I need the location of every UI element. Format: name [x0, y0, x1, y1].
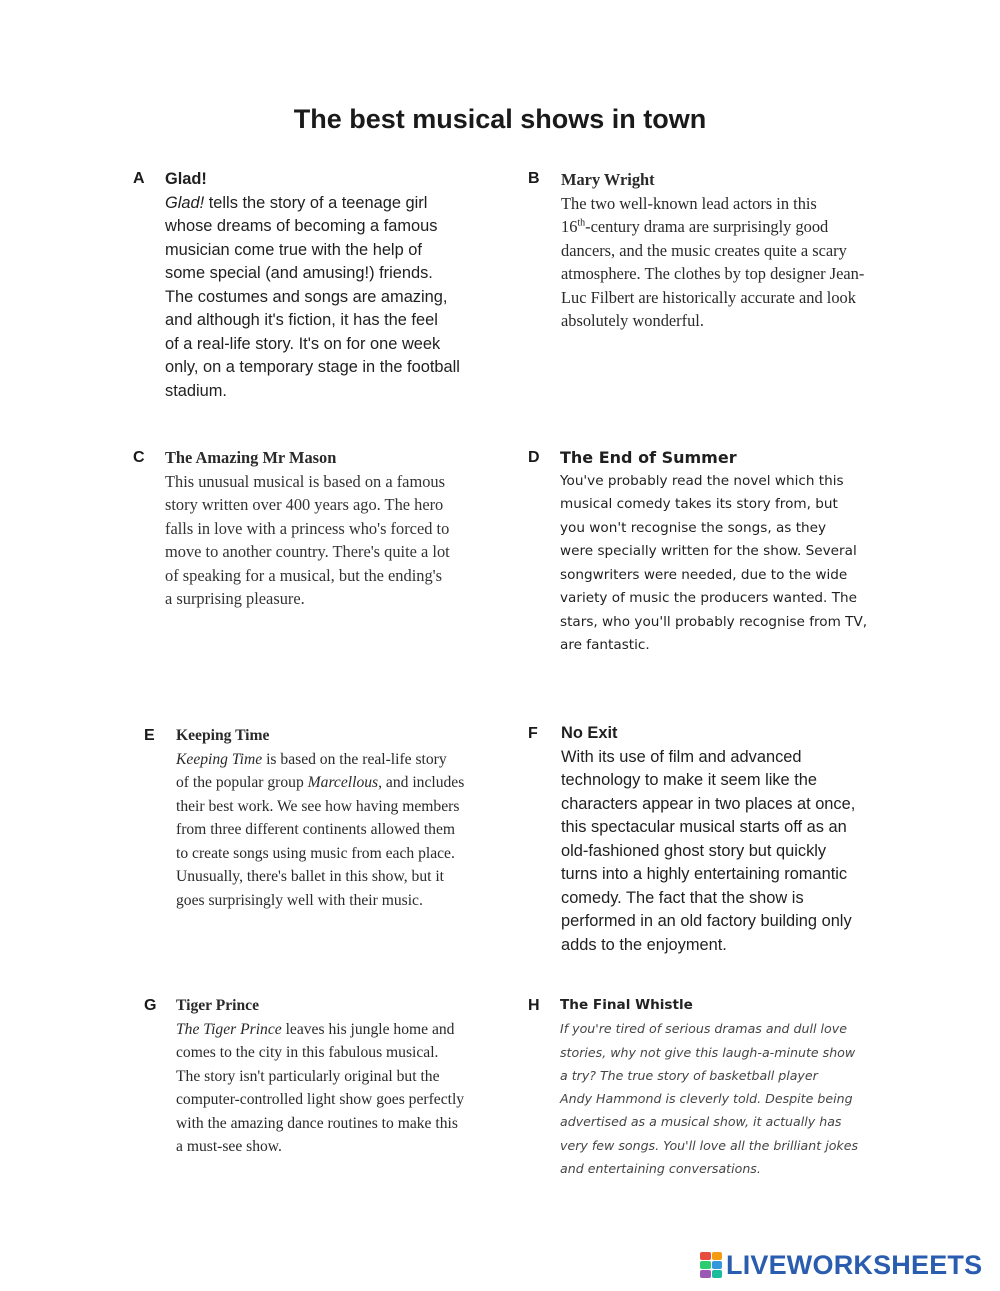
- entry-e-line: their best work. We see how having members: [176, 797, 460, 815]
- entry-f-heading: No Exit: [561, 724, 618, 742]
- entry-letter-f: F: [528, 725, 538, 742]
- entry-a-line: tells the story of a teenage girl: [204, 193, 428, 212]
- entry-d-line: are fantastic.: [560, 637, 650, 653]
- entry-h-line: a try? The true story of basketball player: [560, 1067, 818, 1083]
- entry-f: [561, 722, 906, 957]
- entry-a-line: The costumes and songs are amazing,: [165, 287, 448, 306]
- entry-d-line: You've probably read the novel which this: [560, 472, 844, 489]
- entry-c: [165, 446, 525, 611]
- entry-c-heading: The Amazing Mr Mason: [165, 448, 337, 467]
- entry-b-line: 16: [561, 217, 578, 236]
- entry-d: [560, 446, 905, 658]
- entry-a: [165, 168, 515, 403]
- entry-b-body: [561, 192, 906, 333]
- logo-block: [700, 1261, 711, 1269]
- entry-f-line: this spectacular musical starts off as an: [561, 818, 847, 836]
- entry-f-line: turns into a highly entertaining romantic: [561, 865, 848, 883]
- entry-letter-e: E: [144, 727, 155, 744]
- entry-c-line: This unusual musical is based on a famous: [165, 471, 445, 491]
- entry-d-heading: The End of Summer: [560, 448, 737, 467]
- entry-e-line: of the popular group: [176, 774, 308, 791]
- entry-g-line: The story isn't particularly original but the: [176, 1067, 440, 1085]
- entry-e: [176, 724, 521, 912]
- entry-g: [176, 994, 521, 1159]
- entry-a-line: of a real-life story. It's on for one week: [165, 334, 441, 353]
- entry-d-line: musical comedy takes its story from, but: [560, 496, 838, 512]
- entry-d-body: [560, 470, 905, 658]
- entry-letter-a: A: [133, 170, 145, 187]
- entry-f-line: old-fashioned ghost story but quickly: [561, 841, 827, 860]
- entry-e-line: from three different continents allowed them: [176, 821, 456, 838]
- liveworksheets-logo[interactable]: [700, 1250, 982, 1280]
- entry-e-group-italic: Marcellous: [307, 774, 379, 791]
- entry-f-body: [561, 746, 906, 958]
- entry-b-line: atmosphere. The clothes by top designer Jean-: [561, 264, 865, 283]
- entry-e-line: Unusually, there's ballet in this show, but it: [176, 868, 445, 885]
- entry-g-line: a must-see show.: [176, 1138, 282, 1155]
- entry-b-line: -century drama are surprisingly good: [585, 217, 829, 236]
- logo-block: [712, 1261, 723, 1269]
- entry-a-line: musician come true with the help of: [165, 240, 422, 259]
- entry-h-body: [560, 1017, 905, 1180]
- entry-e-heading: Keeping Time: [176, 727, 270, 744]
- entry-c-line: of speaking for a musical, but the ending's: [165, 565, 442, 585]
- entry-e-line: is based on the real-life story: [262, 750, 447, 768]
- entry-e-line: to create songs using music from each place.: [176, 844, 455, 862]
- entry-b-superscript: th: [577, 217, 586, 229]
- entry-a-title-italic: Glad!: [165, 193, 205, 212]
- entry-h-line: advertised as a musical show, it actually has: [560, 1114, 842, 1130]
- entry-d-line: variety of music the producers wanted. The: [560, 590, 857, 606]
- entry-d-line: you won't recognise the songs, as they: [560, 519, 827, 536]
- entry-letter-g: G: [144, 997, 157, 1014]
- entry-h-line: very few songs. You'll love all the brilliant jokes: [560, 1137, 859, 1153]
- entry-d-line: were specially written for the show. Several: [560, 543, 857, 559]
- entry-h-line: If you're tired of serious dramas and dull love: [560, 1021, 847, 1037]
- entry-h: [560, 994, 905, 1180]
- entry-b-line: absolutely wonderful.: [561, 311, 704, 330]
- logo-block: [700, 1252, 711, 1260]
- entry-f-line: characters appear in two places at once,: [561, 794, 856, 813]
- logo-block: [712, 1252, 723, 1260]
- entry-f-line: comedy. The fact that the show is: [561, 888, 804, 907]
- entry-a-line: some special (and amusing!) friends.: [165, 264, 433, 282]
- entry-a-heading: Glad!: [165, 170, 207, 188]
- entry-b-line: Luc Filbert are historically accurate and look: [561, 287, 856, 307]
- entry-letter-b: B: [528, 170, 540, 187]
- entry-f-line: technology to make it seem like the: [561, 771, 818, 789]
- entry-letter-c: C: [133, 449, 145, 466]
- entry-f-line: With its use of film and advanced: [561, 747, 802, 766]
- entry-c-line: a surprising pleasure.: [165, 589, 305, 608]
- entry-g-line: comes to the city in this fabulous musical.: [176, 1044, 439, 1061]
- entry-e-title-italic: Keeping Time: [176, 750, 263, 768]
- entry-a-body: [165, 192, 515, 404]
- entry-c-line: move to another country. There's quite a lot: [165, 542, 450, 561]
- entry-h-line: stories, why not give this laugh-a-minute show: [560, 1044, 856, 1060]
- entry-letter-d: D: [528, 449, 540, 466]
- entry-a-line: only, on a temporary stage in the football: [165, 358, 460, 376]
- entry-c-line: story written over 400 years ago. The hero: [165, 495, 444, 514]
- entry-b-line: dancers, and the music creates quite a scary: [561, 240, 847, 260]
- entry-f-line: performed in an old factory building only: [561, 912, 852, 930]
- entry-g-heading: Tiger Prince: [176, 997, 260, 1014]
- entry-h-line: Andy Hammond is cleverly told. Despite being: [560, 1091, 853, 1107]
- entry-e-line: goes surprisingly well with their music.: [176, 891, 423, 909]
- entry-b-line: The two well-known lead actors in this: [561, 193, 817, 213]
- entry-g-line: leaves his jungle home and: [281, 1020, 455, 1038]
- entry-a-line: whose dreams of becoming a famous: [165, 217, 438, 235]
- entry-a-line: and although it's fiction, it has the feel: [165, 311, 438, 329]
- entry-d-line: songwriters were needed, due to the wide: [560, 566, 848, 583]
- logo-block: [700, 1270, 711, 1278]
- entry-b: [561, 168, 906, 333]
- entry-b-heading: Mary Wright: [561, 170, 655, 189]
- page-title: The best musical shows in town: [293, 104, 707, 134]
- liveworksheets-logo-icon: [700, 1252, 722, 1278]
- logo-block: [712, 1270, 723, 1278]
- entry-g-line: computer-controlled light show goes perfectly: [176, 1091, 465, 1108]
- entry-a-line: stadium.: [165, 381, 227, 400]
- entry-h-line: and entertaining conversations.: [560, 1161, 761, 1177]
- liveworksheets-logo-text: LIVEWORKSHEETS: [726, 1249, 983, 1280]
- entry-e-line: , and includes: [378, 774, 465, 791]
- entry-c-line: falls in love with a princess who's forced to: [165, 518, 450, 538]
- entry-e-body: [176, 748, 521, 913]
- entry-c-body: [165, 470, 525, 611]
- entry-g-body: [176, 1018, 521, 1159]
- entry-g-line: with the amazing dance routines to make this: [176, 1114, 458, 1132]
- entry-letter-h: H: [528, 997, 540, 1014]
- entry-d-line: stars, who you'll probably recognise from TV,: [560, 613, 868, 630]
- entry-f-line: adds to the enjoyment.: [561, 935, 727, 954]
- entry-g-title-italic: The Tiger Prince: [176, 1020, 282, 1038]
- entry-h-heading: The Final Whistle: [560, 997, 693, 1013]
